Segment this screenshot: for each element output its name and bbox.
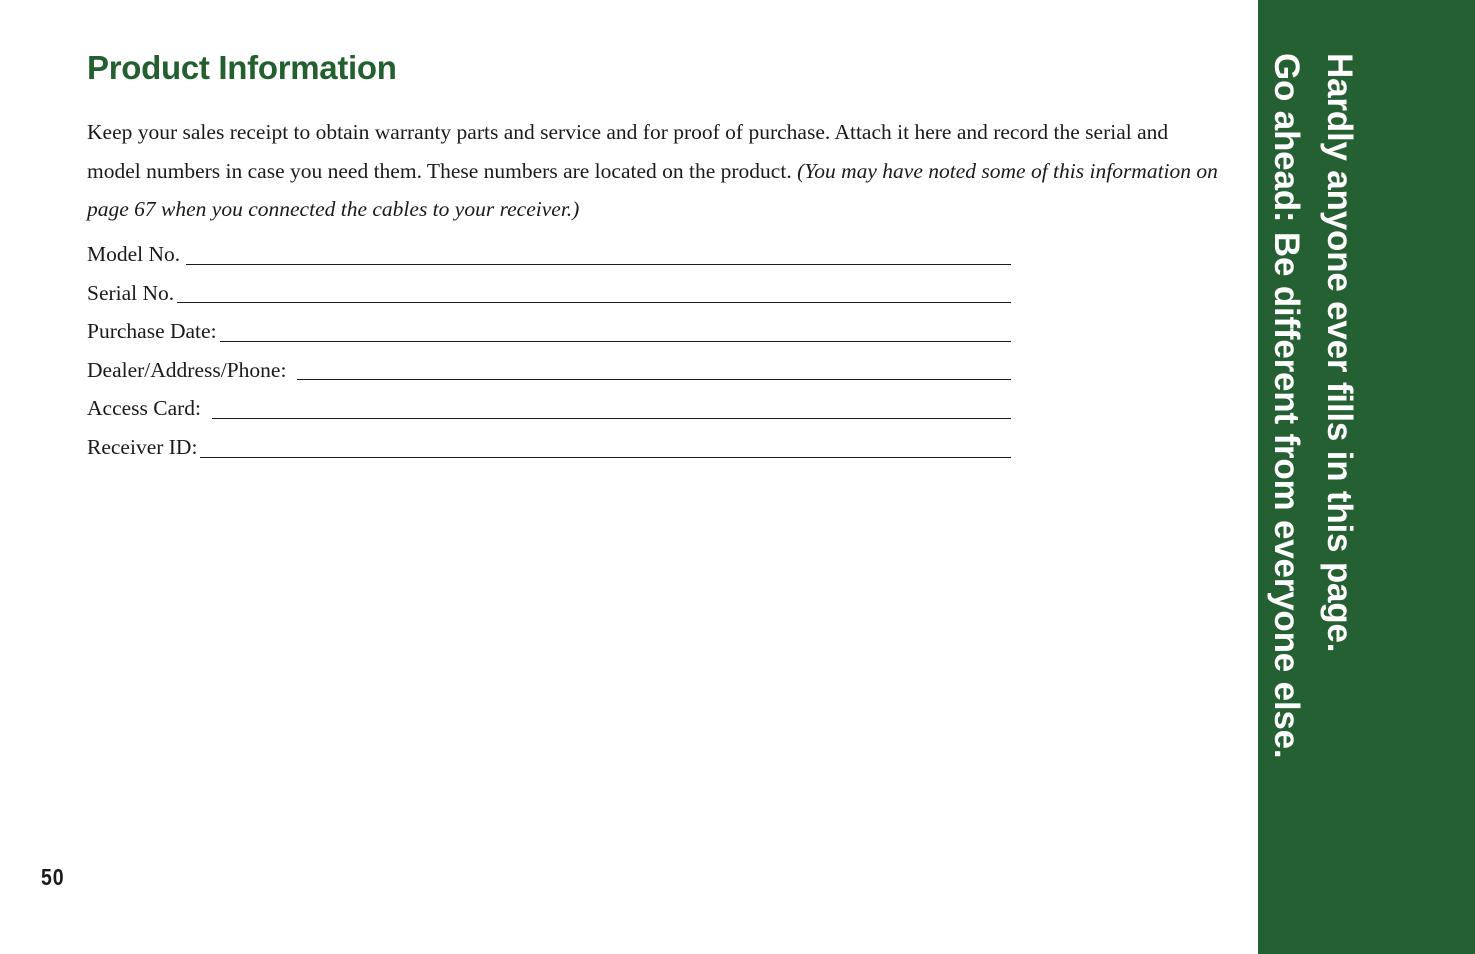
product-info-form [87, 229, 1011, 461]
sidebar-text [1260, 53, 1366, 758]
intro-text: Keep your sales receipt to obtain warranty parts and service and for proof of purchase. Attach it here and record the serial and model numbers in case you need them. These numbers are located on the product. [87, 120, 1169, 183]
sidebar-line-2: Go ahead: Be different from everyone else. [1267, 53, 1306, 759]
model-number-blank[interactable] [186, 263, 1011, 265]
access-card-row [87, 383, 1011, 422]
model-number-label: Model No. [87, 242, 181, 267]
dealer-blank[interactable] [297, 378, 1011, 380]
serial-number-label: Serial No. [87, 280, 175, 305]
intro-paragraph [87, 113, 1227, 229]
sidebar-banner [1258, 0, 1475, 954]
model-number-row [87, 229, 1011, 268]
sidebar-line-1: Hardly anyone ever fills in this page. [1320, 53, 1359, 653]
page-title: Product Information [87, 49, 397, 86]
dealer-row [87, 345, 1011, 384]
receiver-id-blank[interactable] [200, 456, 1011, 458]
page-number: 50 [41, 864, 65, 890]
purchase-date-label: Purchase Date: [87, 319, 217, 344]
purchase-date-blank[interactable] [220, 340, 1011, 342]
serial-number-blank[interactable] [177, 301, 1011, 303]
purchase-date-row [87, 306, 1011, 345]
access-card-label: Access Card: [87, 396, 202, 421]
dealer-label: Dealer/Address/Phone: [87, 357, 287, 382]
receiver-id-row [87, 422, 1011, 461]
intro-note: (You may have noted some of this information on page 67 when you connected the cables to your receiver.) [87, 158, 1218, 221]
serial-number-row [87, 268, 1011, 307]
receiver-id-label: Receiver ID: [87, 435, 198, 460]
access-card-blank[interactable] [212, 417, 1011, 419]
